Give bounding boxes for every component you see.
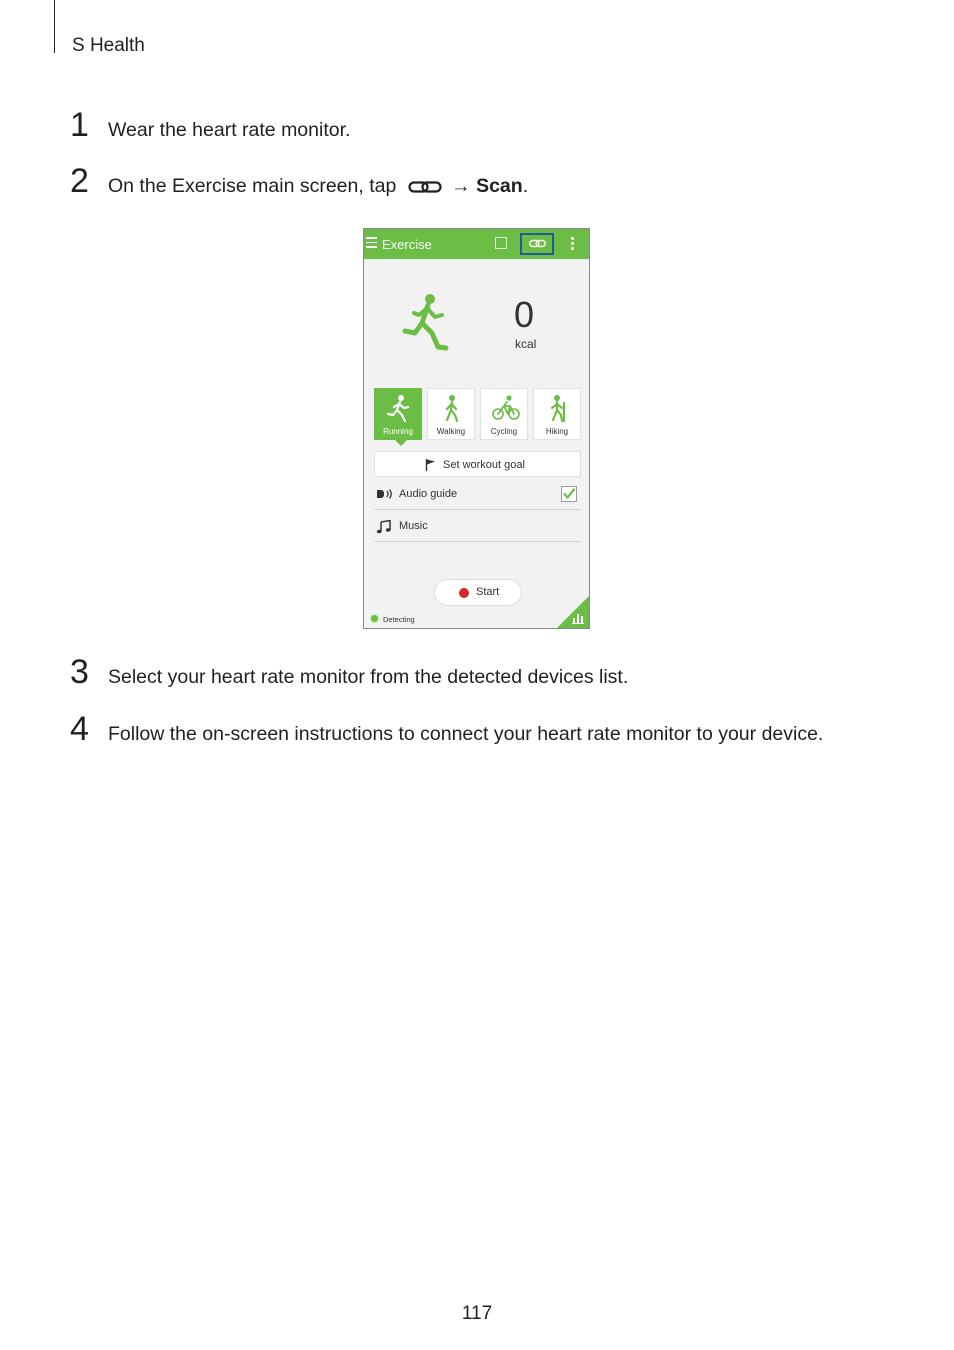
step-number: 4	[70, 710, 89, 748]
tile-label: Hiking	[545, 427, 569, 436]
arrow-glyph: →	[451, 175, 471, 197]
music-label: Music	[399, 520, 428, 532]
step-2	[70, 164, 528, 201]
bar-chart-icon	[572, 612, 584, 624]
step-number: 2	[70, 162, 89, 200]
music-note-icon	[376, 520, 392, 534]
page-number: 117	[461, 1303, 493, 1324]
link-icon	[408, 178, 442, 201]
step-text: Wear the heart rate monitor.	[108, 119, 351, 141]
gallery-icon[interactable]	[495, 237, 507, 249]
menu-icon[interactable]	[366, 237, 377, 249]
header-title: S Health	[72, 35, 145, 56]
walking-icon	[439, 394, 465, 422]
cycling-icon	[492, 394, 520, 422]
app-bar	[364, 229, 589, 259]
tile-running[interactable]	[374, 388, 422, 440]
running-icon	[386, 394, 412, 422]
start-label: Start	[476, 586, 500, 598]
header-rule	[54, 0, 55, 53]
step-text: Follow the on-screen instructions to connect your heart rate monitor to your device.	[108, 723, 824, 745]
selected-tile-pointer	[395, 440, 407, 446]
kcal-value: 0	[514, 294, 535, 335]
tile-label: Cycling	[490, 427, 518, 436]
tile-walking[interactable]	[427, 388, 475, 440]
goal-label: Set workout goal	[443, 459, 525, 471]
detecting-status: Detecting	[383, 615, 415, 624]
tile-label: Walking	[436, 427, 466, 436]
checkmark-icon	[563, 488, 575, 500]
music-row[interactable]	[374, 511, 581, 542]
more-options-icon[interactable]	[571, 237, 575, 251]
step-1	[70, 108, 350, 142]
link-button[interactable]	[520, 233, 554, 255]
running-figure-icon	[402, 293, 452, 351]
step-period: .	[522, 175, 529, 197]
step-text-before: On the Exercise main screen, tap	[108, 175, 397, 197]
flag-icon	[425, 458, 437, 472]
tile-cycling[interactable]	[480, 388, 528, 440]
link-icon	[529, 239, 546, 248]
audio-guide-checkbox[interactable]	[561, 486, 577, 502]
hiking-icon	[545, 394, 571, 422]
phone-screenshot	[363, 228, 590, 629]
step-3	[70, 655, 628, 689]
app-title: Exercise	[382, 237, 432, 252]
step-number: 1	[70, 106, 89, 144]
audio-guide-row[interactable]	[374, 479, 581, 510]
tile-label: Running	[383, 427, 413, 436]
tile-hiking[interactable]	[533, 388, 581, 440]
audio-guide-label: Audio guide	[399, 488, 458, 500]
set-workout-goal-button[interactable]	[374, 451, 581, 477]
step-4	[70, 712, 823, 746]
step-text: Select your heart rate monitor from the detected devices list.	[108, 666, 629, 688]
step-text	[108, 175, 528, 201]
detecting-indicator-icon	[371, 615, 378, 622]
record-dot-icon	[459, 588, 469, 598]
start-button[interactable]	[434, 579, 522, 606]
kcal-unit: kcal	[515, 337, 537, 351]
step-number: 3	[70, 653, 89, 691]
speaker-icon	[376, 488, 394, 500]
scan-label: Scan	[476, 175, 523, 197]
